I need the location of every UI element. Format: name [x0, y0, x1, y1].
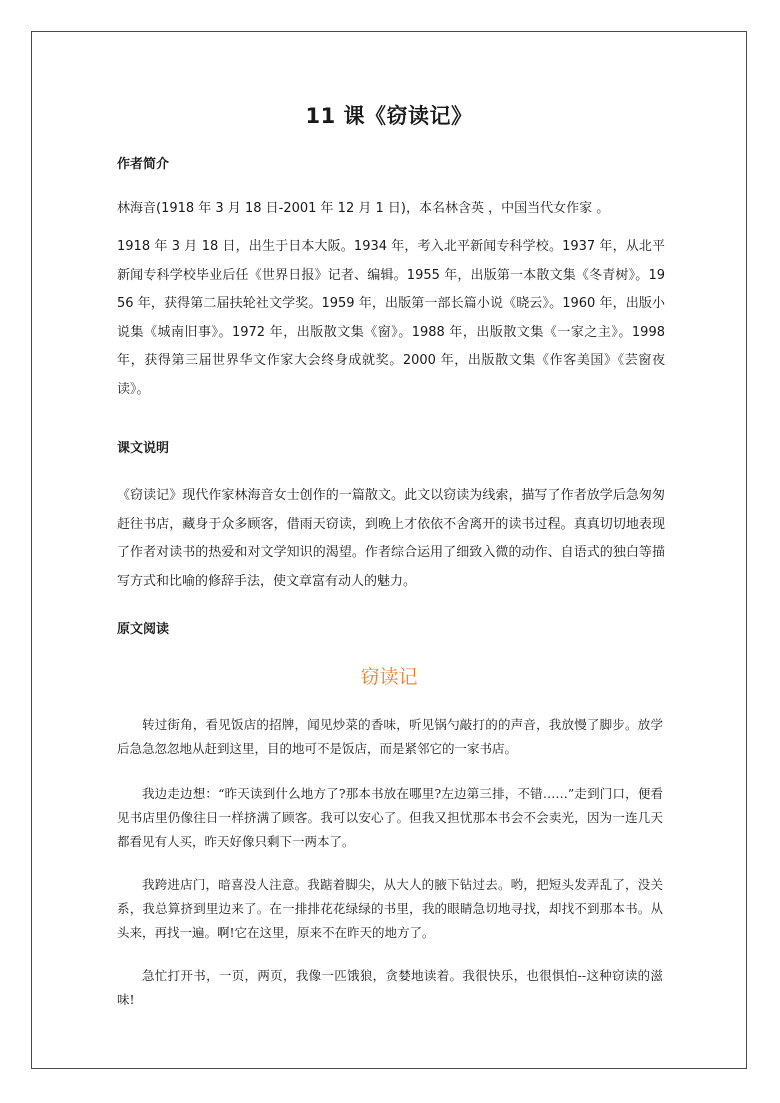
author-intro: 林海音(1918 年 3 月 18 日-2001 年 12 月 1 日)，本名林含英 ，中国当代女作家 。 [117, 201, 610, 216]
author-heading: 作者简介 [117, 157, 170, 172]
reading-paragraph-1: 转过街角，看见饭店的招牌，闻见炒菜的香味，听见锅勺敲打的的声音，我放慢了脚步。放学后急急忽忽地从赶到这里，目的地可不是饭店，而是紧邻它的一家书店。 [117, 717, 663, 756]
reading-title: 窃读记 [360, 666, 418, 688]
reading-paragraph-4: 急忙打开书，一页，两页，我像一匹饿狼，贪婪地读着。我很快乐，也很惧怕--这种窃读的滋味! [117, 968, 663, 1007]
text-description: 《窃读记》现代作家林海音女士创作的一篇散文。此文以窃读为线索，描写了作者放学后急匆匆赶往书店，藏身于众多顾客，借雨天窃读，到晚上才依依不舍离开的读书过程。真真切切地表现了作者对读书的热爱和对文学知识的渴望。作者综合运用了细致入微的动作、自语式的独白等描写方式和比喻的修辞手法，使文章富有动人的魅力。 [117, 488, 665, 589]
text-heading: 课文说明 [117, 441, 170, 456]
page-title: 11 课《窃读记》 [305, 104, 473, 128]
author-bio: 1918 年 3 月 18 日，出生于日本大阪。1934 年，考入北平新闻专科学校。1937 年，从北平新闻专科学校毕业后任《世界日报》记者、编辑。1955 年，出版第一本散文集《冬青树》。1956 年，获得第二届扶轮社文学奖。1959 年，出版第一部长篇小说《晓云》。1960 年，出版小说集《城南旧事》。1972 年，出版散文集《窗》。1988 年，出版散文集《一家之主》。1998 年，获得第三届世界华文作家大会终身成就奖。2000 年，出版散文集《作客美国》《芸窗夜读》。 [117, 239, 665, 397]
reading-heading: 原文阅读 [117, 622, 170, 637]
reading-paragraph-2: 我边走边想：“昨天读到什么地方了?那本书放在哪里?左边第三排，不错……”走到门口，便看见书店里仍像往日一样挤满了顾客。我可以安心了。但我又担忧那本书会不会卖光，因为一连几天都看见有人买，昨天好像只剩下一两本了。 [117, 786, 663, 849]
reading-paragraph-3: 我跨进店门，暗喜没人注意。我踮着脚尖，从大人的腋下钻过去。哟，把短头发弄乱了，没关系，我总算挤到里边来了。在一排排花花绿绿的书里，我的眼睛急切地寻找，却找不到那本书。从头来，再找一遍。啊!它在这里，原来不在昨天的地方了。 [117, 877, 663, 940]
